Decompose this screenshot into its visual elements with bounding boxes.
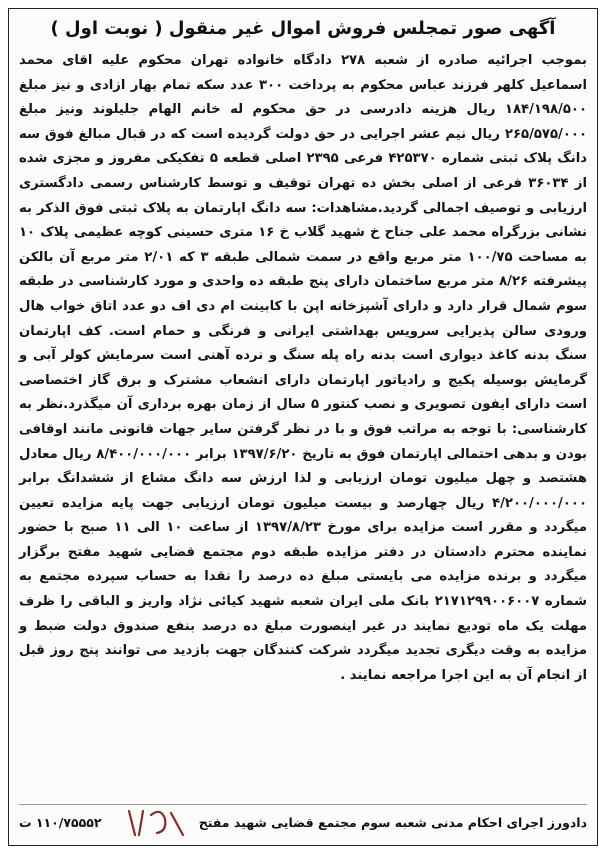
notice-footer — [19, 804, 587, 835]
reference-number: ۱۱۰/۷۵۵۵۲ ت — [19, 814, 102, 830]
notice-page — [8, 8, 598, 846]
signatory-line: دادورز اجرای احکام مدنی شعبه سوم مجتمع قضایی شهید مفتح — [198, 814, 587, 830]
notice-body: بموجب اجرائیه صادره از شعبه ۲۷۸ دادگاه خانواده تهران محکوم علیه اقای محمد اسماعیل کلهر فرزند عباس محکوم به پرداخت ۳۰۰ عدد سکه تمام بهار ازادی و نیز مبلغ ۱۸۴/۱۹۸/۵۰۰ ریال هزینه دادرسی در حق محکوم له خانم الهام جلیلوند ونیز مبلغ ۲۶۵/۵۷۵/۰۰۰ ریال نیم عشر اجرایی در حق دولت گردیده است که در قبال مبالغ فوق سه دانگ پلاک ثبتی شماره ۴۲۵۳۷۰ فرعی ۲۳۹۵ اصلی قطعه ۵ تفکیکی مفروز و مجزی شده از ۳۶۰۳۴ فرعی از اصلی بخش ده تهران توقیف و توسط کارشناس رسمی دادگستری ارزیابی و توصیف اجمالی گردید.مشاهدات: سه دانگ اپارتمان به پلاک ثبتی فوق الذکر به نشانی بزرگراه محمد علی جناح خ شهید گلاب خ ۱۶ متری حسینی کوچه عظیمی پلاک ۱۰ به مساحت ۱۰۰/۷۵ متر مربع واقع در سمت شمالی طبقه ۳ که ۲/۰۱ متر مربع آن بالکن پیشرفته ۸/۲۶ متر مربع ساختمان دارای پنج طبقه ده واحدی و مورد کارشناسی در طبقه سوم شمال قرار دارد و دارای آشپزخانه اپن با کابینت ام دی اف دو عدد اتاق خواب هال ورودی سالن پذیرایی سرویس بهداشتی ایرانی و فرنگی و حمام است. کف اپارتمان سنگ بدنه کاغذ دیواری است بدنه راه پله سنگ و نرده آهنی است سرمایش کولر آبی و گرمایش بوسیله پکیج و رادیاتور اپارتمان دارای انشعاب مشترک و برق گاز اختصاصی است دارای ایفون تصویری و نصب کنتور ۵ سال از زمان بهره برداری آن میگذرد.نظر به کارشناسی: با توجه به مراتب فوق و با در نظر گرفتن سایر جهات قانونی مانند اوقافی بودن و بدهی احتمالی اپارتمان فوق به تاریخ ۱۳۹۷/۶/۲۰ برابر ۸/۴۰۰/۰۰۰/۰۰۰ ریال معادل هشتصد و چهل میلیون تومان ارزیابی و لذا ارزش سه دانگ مشاع از ششدانگ برابر ۴/۲۰۰/۰۰۰/۰۰۰ ریال چهارصد و بیست میلیون تومان ارزیابی جهت پایه مزایده تعیین میگردد و مقرر است مزایده برای مورخ ۱۳۹۷/۸/۲۳ از ساعت ۱۰ الی ۱۱ صبح با حضور نماینده محترم دادستان در دفتر مزایده طبقه دوم مجتمع قضایی شهید مفتح برگزار میگردد و برنده مزایده می بایستی مبلغ ده درصد را نقدا به حساب سپرده مجتمع به شماره ۲۱۷۱۲۹۹۰۰۶۰۰۷ بانک ملی ایران شعبه شهید کیائی نژاد واریز و الباقی را ظرف مهلت یک ماه تودیع نمایند در غیر اینصورت مبلغ ده درصد بنفع صندوق دولت ضبط و مزایده به وقت دیگری تجدید میگردد شرکت کنندگان جهت بازدید می توانند پنج روز قبل از انجام آن به این اجرا مراجعه نمایند . — [19, 53, 588, 683]
notice-title: آگهی صور تمجلس فروش اموال غیر منقول ( نوبت اول ) — [50, 18, 556, 39]
